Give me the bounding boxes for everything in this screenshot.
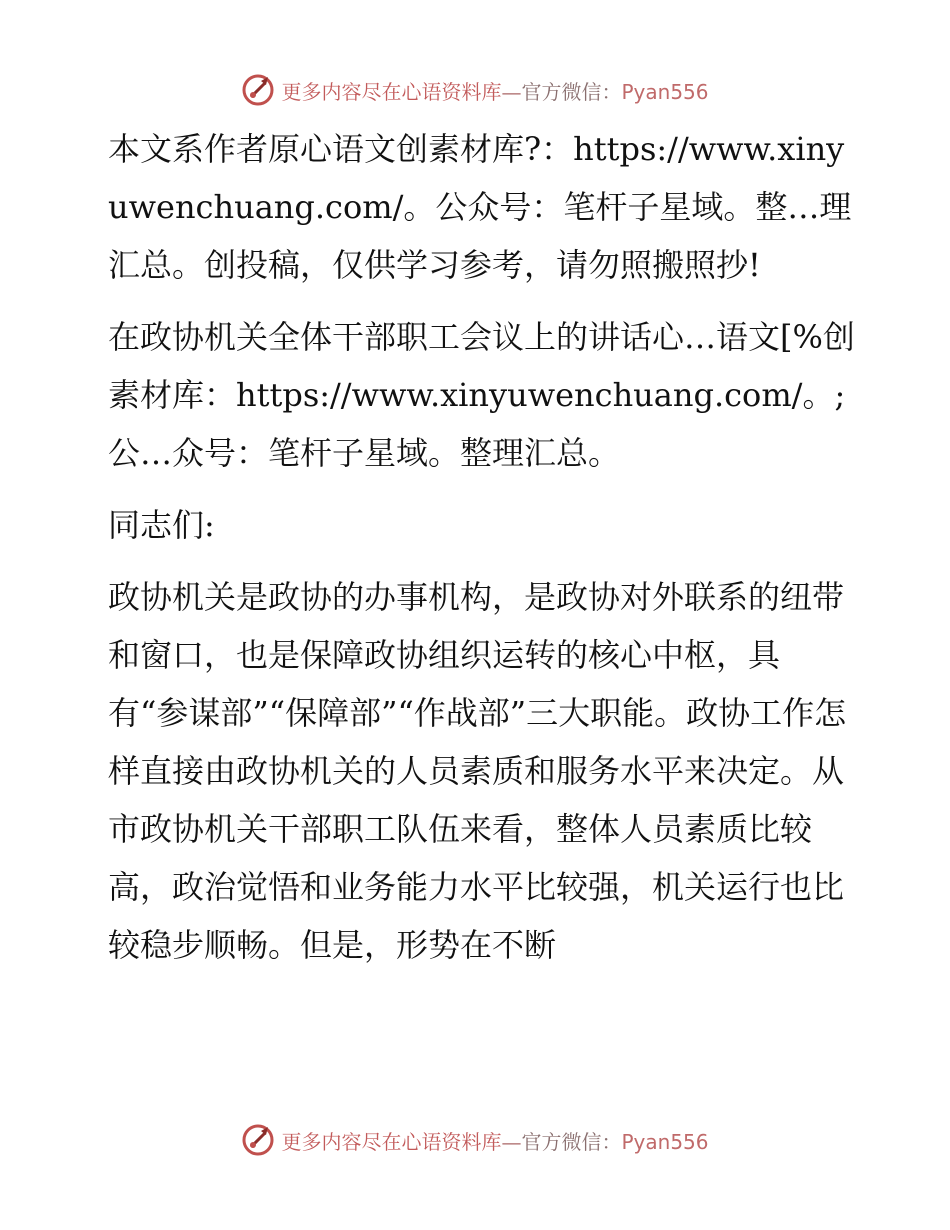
paragraph-salutation: 同志们: (108, 506, 215, 544)
footer-banner-official-label: 官方微信： (521, 1129, 622, 1154)
footer-banner-dash: — (501, 1129, 522, 1154)
brand-logo-icon (241, 73, 275, 107)
header-banner (0, 70, 950, 110)
paragraph-source-notice: 本文系作者原心语文创素材库?：https://www.xinyuwenchuang.com/。公众号：笔杆子星域。整…理汇总。创投稿，仅供学习参考，请勿照搬照抄! (108, 130, 852, 284)
footer-banner-text (281, 1126, 708, 1155)
footer-banner-slogan: 更多内容尽在心语资料库 (281, 1129, 502, 1154)
banner-handle: Pyan556 (621, 79, 709, 104)
footer-banner-handle: Pyan556 (621, 1129, 709, 1154)
banner-official-label: 官方微信： (521, 79, 622, 104)
banner-inner (241, 73, 708, 107)
footer-brand-logo-icon (241, 1123, 275, 1157)
banner-text (281, 76, 708, 105)
banner-slogan: 更多内容尽在心语资料库 (281, 79, 502, 104)
footer-banner (0, 1120, 950, 1160)
document-body (96, 120, 856, 974)
footer-banner-inner (241, 1123, 708, 1157)
paragraph-title: 在政协机关全体干部职工会议上的讲话心…语文[%创素材库：https://www.xinyuwenchuang.com/。;公…众号：笔杆子星域。整理汇总。 (108, 318, 855, 472)
banner-dash: — (501, 79, 522, 104)
paragraph-body: 政协机关是政协的办事机构，是政协对外联系的纽带和窗口，也是保障政协组织运转的核心中枢，具有“参谋部”“保障部”“作战部”三大职能。政协工作怎样直接由政协机关的人员素质和服务水平来决定。从市政协机关干部职工队伍来看，整体人员素质比较高，政治觉悟和业务能力水平比较强，机关运行也比较稳步顺畅。但是，形势在不断 (108, 578, 847, 964)
